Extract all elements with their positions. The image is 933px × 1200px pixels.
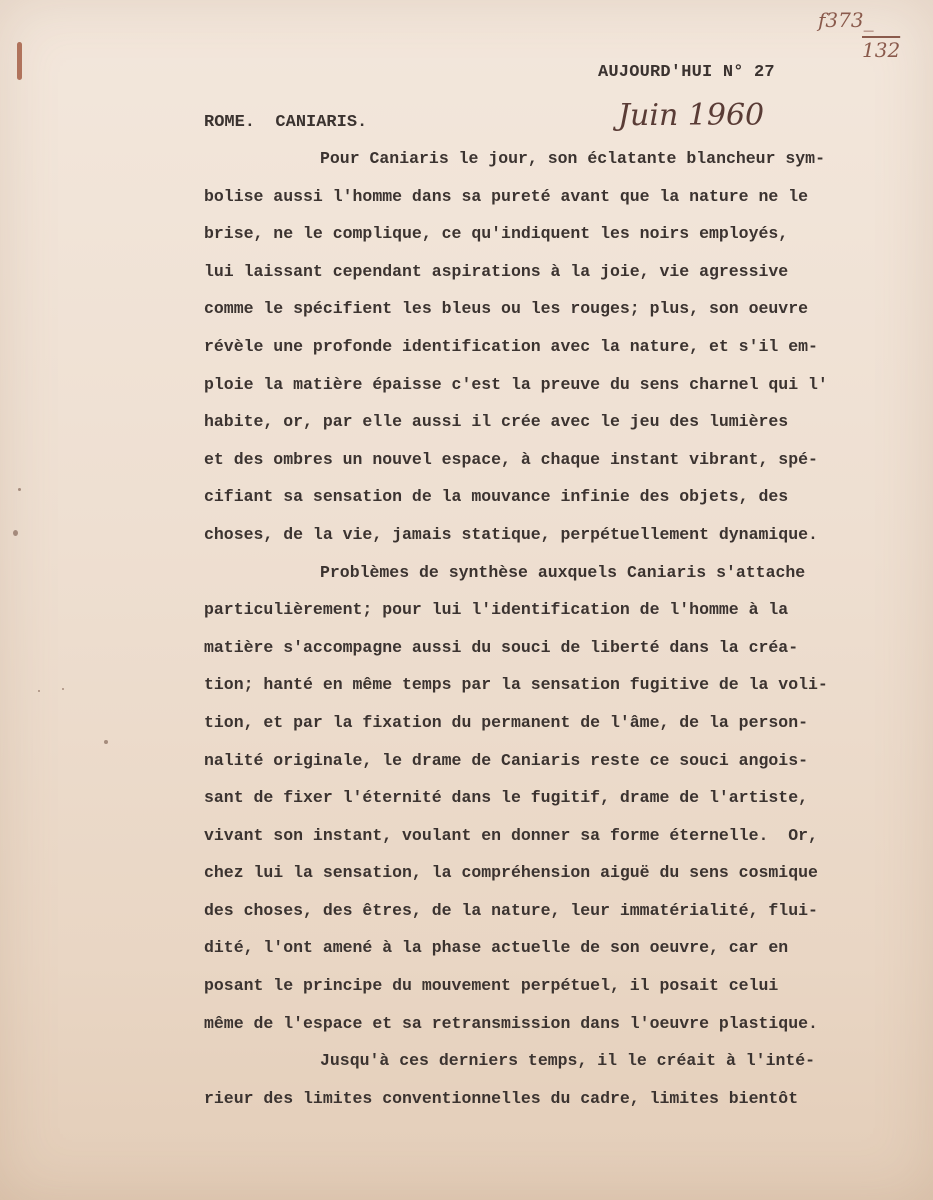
paper-speck bbox=[62, 688, 64, 690]
handwritten-page-number: 132 bbox=[862, 38, 901, 62]
text-line: Jusqu'à ces derniers temps, il le créait à l'inté- bbox=[320, 1051, 816, 1071]
handwritten-date: Juin 1960 bbox=[618, 98, 765, 133]
text-line: matière s'accompagne aussi du souci de liberté dans la créa- bbox=[204, 637, 799, 657]
text-line: dité, l'ont amené à la phase actuelle de son oeuvre, car en bbox=[204, 938, 789, 958]
text-line: Pour Caniaris le jour, son éclatante blancheur sym- bbox=[320, 149, 825, 168]
paper-speck bbox=[104, 740, 108, 744]
text-line: tion; hanté en même temps par la sensation fugitive de la voli- bbox=[204, 675, 828, 695]
text-line: habite, or, par elle aussi il crée avec le jeu des lumières bbox=[204, 412, 789, 432]
text-line: choses, de la vie, jamais statique, perpétuellement dynamique. bbox=[204, 524, 818, 544]
place-heading: ROME. CANIARIS. bbox=[204, 113, 368, 132]
text-line: vivant son instant, voulant en donner sa forme éternelle. Or, bbox=[204, 825, 818, 845]
text-line: lui laissant cependant aspirations à la joie, vie agressive bbox=[204, 261, 789, 281]
text-line: et des ombres un nouvel espace, à chaque instant vibrant, spé- bbox=[204, 449, 818, 469]
rust-mark bbox=[17, 42, 22, 80]
text-line: révèle une profonde identification avec la nature, et s'il em- bbox=[204, 336, 818, 356]
text-line: sant de fixer l'éternité dans le fugitif, drame de l'artiste, bbox=[204, 788, 808, 808]
publication-header: AUJOURD'HUI N° 27 bbox=[598, 63, 775, 82]
text-line: brise, ne le complique, ce qu'indiquent les noirs employés, bbox=[204, 224, 789, 244]
paper-speck bbox=[13, 530, 18, 536]
text-line: même de l'espace et sa retransmission dans l'oeuvre plastique. bbox=[204, 1013, 818, 1033]
paper-speck bbox=[18, 488, 21, 491]
text-line: posant le principe du mouvement perpétuel, il posait celui bbox=[204, 976, 779, 996]
text-line: tion, et par la fixation du permanent de l'âme, de la person- bbox=[204, 712, 808, 732]
text-line: bolise aussi l'homme dans sa pureté avant que la nature ne le bbox=[204, 186, 808, 206]
text-line: Problèmes de synthèse auxquels Caniaris s'attache bbox=[320, 562, 806, 582]
text-line: des choses, des êtres, de la nature, leur immatérialité, flui- bbox=[204, 900, 818, 920]
handwritten-reference: f373_ bbox=[818, 8, 874, 32]
text-line: comme le spécifient les bleus ou les rouges; plus, son oeuvre bbox=[204, 299, 808, 319]
typed-body-text bbox=[204, 140, 924, 1117]
paper-speck bbox=[38, 690, 40, 692]
text-line: cifiant sa sensation de la mouvance infinie des objets, des bbox=[204, 487, 789, 507]
text-line: nalité originale, le drame de Caniaris reste ce souci angois- bbox=[204, 750, 808, 770]
text-line: particulièrement; pour lui l'identification de l'homme à la bbox=[204, 600, 789, 620]
text-line: rieur des limites conventionnelles du cadre, limites bientôt bbox=[204, 1088, 799, 1108]
text-line: chez lui la sensation, la compréhension aiguë du sens cosmique bbox=[204, 863, 818, 883]
text-line: ploie la matière épaisse c'est la preuve du sens charnel qui l' bbox=[204, 374, 828, 394]
